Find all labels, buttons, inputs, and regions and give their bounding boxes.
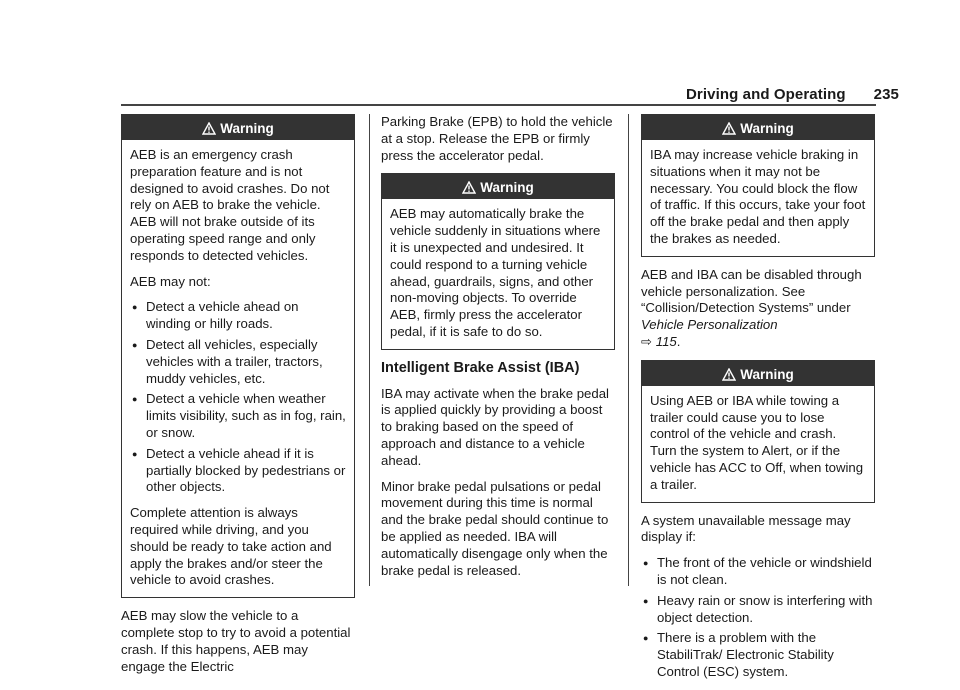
section-heading: Intelligent Brake Assist (IBA): [381, 359, 580, 376]
list-item: ● The front of the vehicle or windshield is not clean.: [641, 555, 875, 589]
warning-box: [641, 114, 875, 257]
warning-header: [642, 361, 874, 386]
body-paragraph: Parking Brake (EPB) to hold the vehicle at a stop. Release the EPB or firmly press the accelerator pedal.: [381, 114, 613, 163]
warning-box: [381, 173, 615, 349]
page-number: 235: [873, 86, 899, 103]
warning-icon: [722, 122, 736, 135]
section-title: Driving and Operating: [686, 86, 846, 103]
warning-header: [122, 115, 354, 140]
body-paragraph: AEB may slow the vehicle to a complete stop to try to avoid a potential crash. If this happens, AEB may engage the Electric: [121, 608, 351, 674]
warning-body: [382, 199, 614, 348]
warning-text: AEB may not:: [130, 273, 211, 289]
list-item: ● Detect a vehicle ahead on winding or hilly roads.: [130, 299, 346, 333]
column-divider: [628, 114, 629, 586]
warning-icon: [202, 122, 216, 135]
list-item: ● Detect all vehicles, especially vehicles with a trailer, tractors, muddy vehicles, etc.: [130, 337, 346, 387]
page-reference[interactable]: 115: [655, 333, 677, 349]
list-item: ● Detect a vehicle when weather limits visibility, such as in fog, rain, or snow.: [130, 391, 346, 441]
body-paragraph: [641, 267, 875, 351]
list-item: ● Detect a vehicle ahead if it is partially blocked by pedestrians or other objects.: [130, 446, 346, 496]
body-paragraph: Minor brake pedal pulsations or pedal movement during this time is normal and the brake pedal should continue to be applied as needed. IBA will automatically disengage only when the brake pedal is released.: [381, 478, 609, 578]
warning-header: [382, 174, 614, 199]
warning-text: Complete attention is always required while driving, and you should be ready to take action and apply the brakes and/or steer the vehicle to avoid crashes.: [130, 505, 332, 588]
page-header: [686, 86, 899, 103]
warning-body: [642, 386, 874, 502]
list-item: ● There is a problem with the StabiliTrak/ Electronic Stability Control (ESC) system.: [641, 630, 875, 680]
cross-reference-link[interactable]: Vehicle Personalization: [641, 317, 778, 333]
warning-box: [121, 114, 355, 598]
bullet-list: [641, 555, 875, 681]
paragraph-text: AEB and IBA can be disabled through vehicle personalization. See “Collision/Detection Systems” under: [641, 266, 862, 316]
bullet-list: [130, 299, 346, 496]
column-3: [641, 114, 875, 690]
column-divider: [369, 114, 370, 586]
warning-text: Using AEB or IBA while towing a trailer could cause you to lose control of the vehicle and crash. Turn the system to Alert, or if the vehicle has ACC to Off, when towing a trailer.: [650, 392, 864, 492]
warning-body: [642, 140, 874, 256]
warning-icon: [462, 181, 476, 194]
list-item: ● Heavy rain or snow is interfering with object detection.: [641, 593, 875, 627]
warning-title: Warning: [740, 366, 794, 382]
warning-title: Warning: [480, 180, 534, 196]
column-2: [381, 114, 615, 588]
warning-box: [641, 360, 875, 503]
warning-icon: [722, 368, 736, 381]
warning-title: Warning: [740, 121, 794, 136]
warning-header: [642, 115, 874, 140]
column-1: [121, 114, 355, 684]
header-rule: [121, 104, 876, 106]
warning-title: Warning: [220, 121, 274, 136]
warning-text: IBA may increase vehicle braking in situations when it may not be necessary. You could block the flow of traffic. If this occurs, take your foot off the brake pedal and then apply the brakes as needed.: [650, 147, 866, 246]
warning-text: AEB is an emergency crash preparation feature and is not designed to avoid crashes. Do not rely on AEB to brake the vehicle. AEB will not brake outside of its operating speed range and only responds to detected vehicles.: [130, 147, 330, 263]
body-paragraph: IBA may activate when the brake pedal is applied quickly by providing a boost to braking based on the speed of approach and distance to a vehicle ahead.: [381, 385, 609, 468]
paragraph-end: .: [676, 333, 681, 349]
warning-body: [122, 140, 354, 597]
body-paragraph: A system unavailable message may display if:: [641, 512, 851, 545]
page-reference-icon: ⇨: [641, 333, 653, 349]
warning-text: AEB may automatically brake the vehicle suddenly in situations where it is unexpected and undesired. It could respond to a turning vehicle ahead, guardrails, signs, and other non-moving objects. To override AEB, firmly press the accelerator pedal, if it is safe to do so.: [390, 206, 601, 339]
